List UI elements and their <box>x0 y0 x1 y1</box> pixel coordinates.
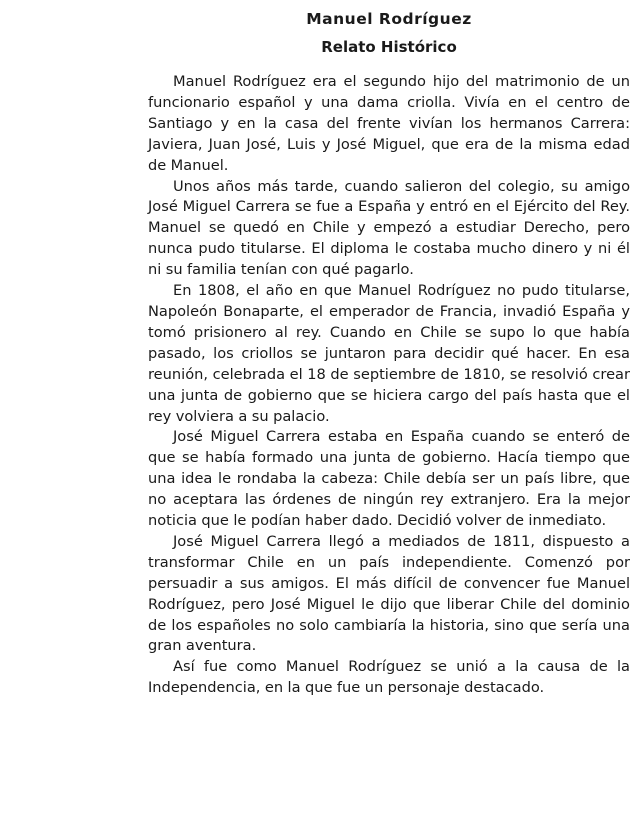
paragraph-3: En 1808, el año en que Manuel Rodríguez no pudo titularse, Napoleón Bonaparte, el emperador de Francia, invadió España y tomó prisionero al rey. Cuando en Chile se supo lo que había pasado, los criollos se juntaron para decidir qué hacer. En esa reunión, celebrada el 18 de septiembre de 1810, se resolvió crear una junta de gobierno que se hiciera cargo del país hasta que el rey volviera a su palacio. <box>148 282 630 425</box>
document-body <box>148 72 630 699</box>
paragraph-1: Manuel Rodríguez era el segundo hijo del matrimonio de un funcionario español y una dama criolla. Vivía en el centro de Santiago y en la casa del frente vivían los hermanos Carrera: Javiera, Juan José, Luis y José Miguel, que era de la misma edad de Manuel. <box>148 73 630 174</box>
document-subtitle: Relato Histórico <box>321 38 457 56</box>
paragraph-5: José Miguel Carrera llegó a mediados de 1811, dispuesto a transformar Chile en un país independiente. Comenzó por persuadir a sus amigos. El más difícil de convencer fue Manuel Rodríguez, pero José Miguel le dijo que liberar Chile del dominio de los españoles no solo cambiaría la historia, sino que sería una gran aventura. <box>148 532 630 655</box>
paragraph-4: José Miguel Carrera estaba en España cuando se enteró de que se había formado una junta de gobierno. Hacía tiempo que una idea le rondaba la cabeza: Chile debía ser un país libre, que no aceptara las órdenes de ningún rey extranjero. Era la mejor noticia que le podían haber dado. Decidió volver de inmediato. <box>148 428 630 530</box>
paragraph-2: Unos años más tarde, cuando salieron del colegio, su amigo José Miguel Carrera se fue a España y entró en el Ejército del Rey. Manuel se quedó en Chile y empezó a estudiar Derecho, pero nunca pudo titularse. El diploma le costaba mucho dinero y ni él ni su familia tenían con qué pagarlo. <box>148 177 630 279</box>
document-title: Manuel Rodríguez <box>306 10 472 28</box>
paragraph-6: Así fue como Manuel Rodríguez se unió a la causa de la Independencia, en la que fue un personaje destacado. <box>148 658 630 697</box>
document-page <box>148 0 630 699</box>
